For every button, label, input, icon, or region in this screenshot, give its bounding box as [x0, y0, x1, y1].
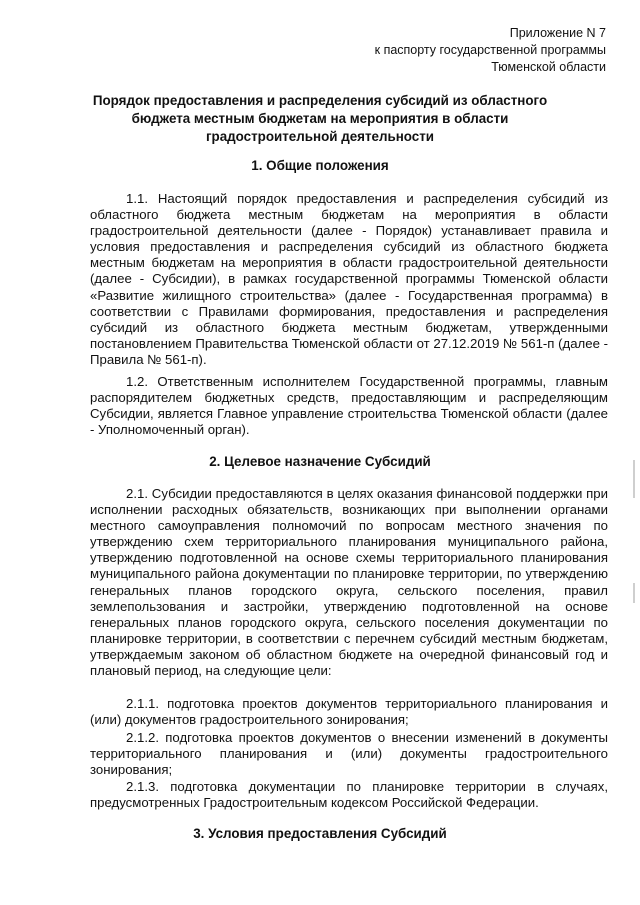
scan-edge-mark — [633, 460, 635, 498]
paragraph-2-1: 2.1. Субсидии предоставляются в целях оказания финансовой поддержки при исполнении расходных обязательств, возникающих при выполнении органами местного самоуправления полномочий по вопросам местного значения по утверждению схем территориального планирования муниципального района, утверждению подготовленной на основе схемы территориального планирования муниципального района документации по планировке территории, по утверждению генеральных планов городского округа, сельского поселения, правил землепользования и застройки, утверждению подготовленной на основе генеральных планов городского округа, сельского поселения документации по планировке территории, в соответствии с перечнем субсидий местным бюджетам, утверждаемым законом об областном бюджете на очередной финансовый год и плановый период, на следующие цели: — [90, 486, 608, 679]
document-title-line-1: Порядок предоставления и распределения субсидий из областного — [92, 93, 548, 108]
appendix-number: Приложение N 7 — [509, 26, 606, 40]
paragraph-2-1-3: 2.1.3. подготовка документации по планировке территории в случаях, предусмотренных Градостроительным кодексом Российской Федерации. — [90, 779, 608, 811]
appendix-header — [375, 25, 606, 76]
section-2-heading: 2. Целевое назначение Субсидий — [209, 454, 431, 469]
section-3-heading: 3. Условия предоставления Субсидий — [193, 826, 447, 841]
section-1-heading: 1. Общие положения — [251, 158, 389, 173]
appendix-reference: к паспорту государственной программы — [374, 43, 606, 57]
document-title-line-3: градостроительной деятельности — [205, 129, 435, 144]
scan-edge-mark — [633, 583, 635, 603]
document-title-line-2: бюджета местным бюджетам на мероприятия в области — [131, 111, 509, 126]
paragraph-1-1: 1.1. Настоящий порядок предоставления и распределения субсидий из областного бюджета местным бюджетам на мероприятия в области градостроительной деятельности (далее - Порядок) устанавливает правила и условия предоставления и распределения субсидий из областного бюджета местным бюджетам на мероприятия в области градостроительной деятельности (далее - Субсидии), в рамках государственной программы Тюменской области «Развитие жилищного строительства» (далее - Государственная программа) в соответствии с Правилами формирования, предоставления и распределения субсидий из областного бюджета местным бюджетам, утвержденными постановлением Правительства Тюменской области от 27.12.2019 № 561-п (далее - Правила № 561-п). — [90, 191, 608, 367]
appendix-region: Тюменской области — [491, 60, 606, 74]
paragraph-1-2: 1.2. Ответственным исполнителем Государственной программы, главным распорядителем бюджетных средств, предоставляющим и распределяющим Субсидии, является Главное управление строительства Тюменской области (далее - Уполномоченный орган). — [90, 374, 608, 438]
document-title — [70, 92, 570, 146]
paragraph-2-1-1: 2.1.1. подготовка проектов документов территориального планирования и (или) документов градостроительного зонирования; — [90, 696, 608, 728]
paragraph-2-1-2: 2.1.2. подготовка проектов документов о внесении изменений в документы территориального планирования и (или) документы градостроительного зонирования; — [90, 730, 608, 778]
